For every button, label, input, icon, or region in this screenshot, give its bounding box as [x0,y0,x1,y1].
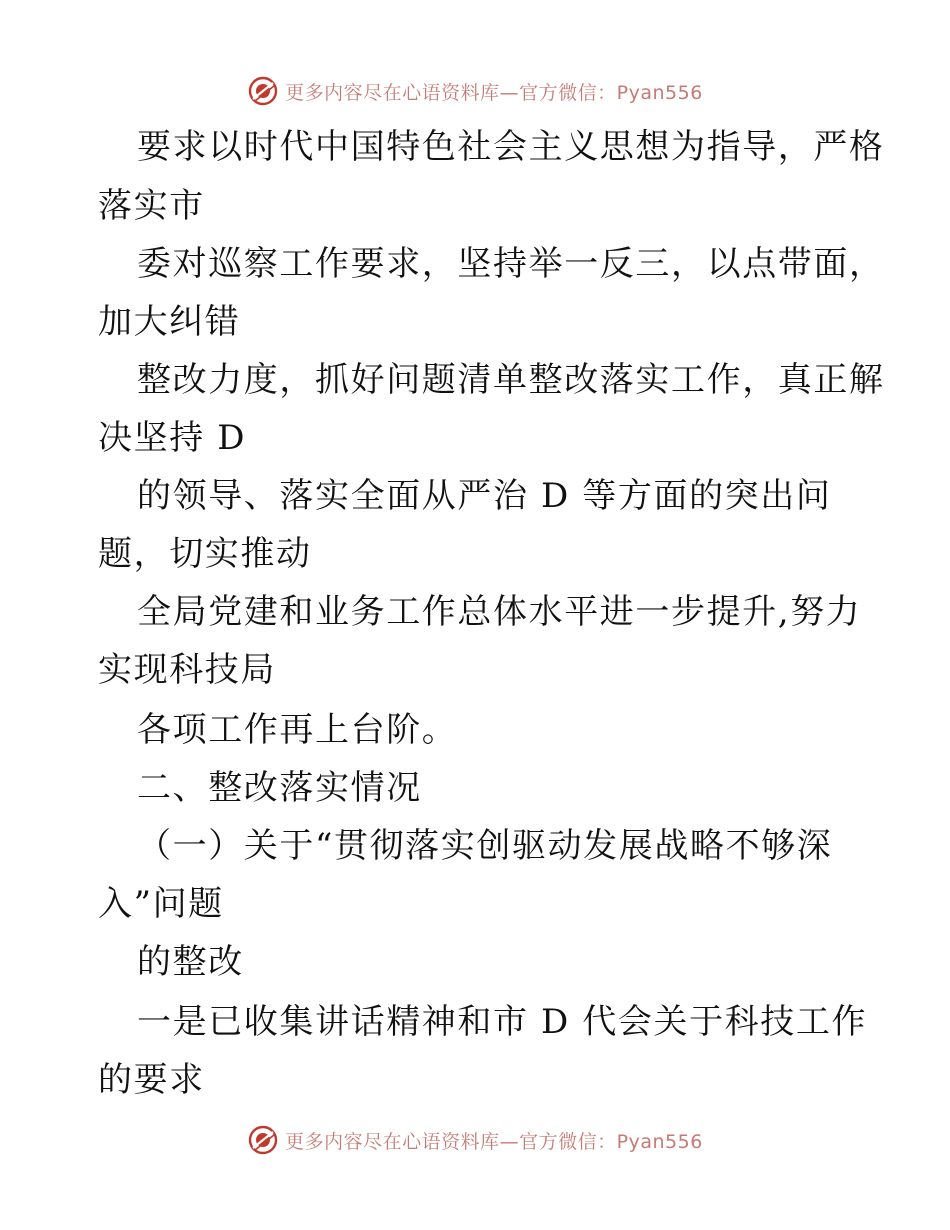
paragraph-line: 委对巡察工作要求，坚持举一反三，以点带面， [137,244,885,284]
section-heading: 二、整改落实情况 [137,768,422,808]
subsection-heading: （一）关于“贯彻落实创驱动发展战略不够深 [137,826,833,866]
paragraph-line: 的领导、落实全面从严治 D 等方面的突出问 [137,476,832,516]
paragraph-line: 各项工作再上台阶。 [137,710,458,750]
watermark-text: 更多内容尽在心语资料库—官方微信：Pyan556 [285,81,703,104]
paragraph-line: 落实市 [98,186,205,226]
paragraph-line: 一是已收集讲话精神和市 D 代会关于科技工作 [137,1002,868,1042]
paragraph-line: 题，切实推动 [98,534,312,574]
paragraph-line: 全局党建和业务工作总体水平进一步提升,努力 [137,592,862,632]
watermark-text: 更多内容尽在心语资料库—官方微信：Pyan556 [285,1130,703,1153]
paragraph-line: 入”问题 [98,884,224,924]
footer-watermark [0,1120,950,1160]
paragraph-line: 的整改 [137,942,244,982]
paragraph-line: 加大纠错 [98,302,241,342]
paragraph-line: 整改力度，抓好问题清单整改落实工作，真正解 [137,360,885,400]
paragraph-line: 要求以时代中国特色社会主义思想为指导，严格 [137,127,885,167]
paragraph-line: 决坚持 D [98,418,247,458]
watermark-logo-icon [247,1124,279,1156]
paragraph-line: 实现科技局 [98,650,276,690]
paragraph-line: 的要求 [98,1060,205,1100]
